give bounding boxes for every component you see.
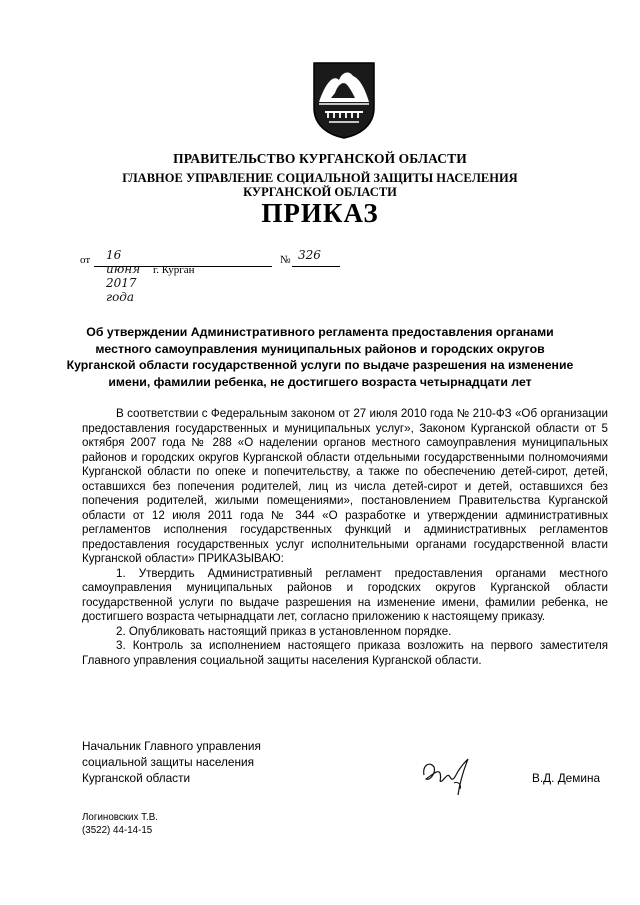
number-underline <box>292 266 340 267</box>
document-type: ПРИКАЗ <box>261 198 379 228</box>
item-2-paragraph: 2. Опубликовать настоящий приказ в установленном порядке. <box>116 624 452 638</box>
number-label: № <box>280 254 291 266</box>
item-3-paragraph: 3. Контроль за исполнением настоящего приказа возложить на первого заместителя Главного управления социальной защиты населения Курганской области. <box>82 639 608 667</box>
document-title <box>0 324 640 390</box>
department-name-line-1: ГЛАВНОЕ УПРАВЛЕНИЕ СОЦИАЛЬНОЙ ЗАЩИТЫ НАСЕЛЕНИЯ <box>122 171 518 185</box>
item-1-paragraph: 1. Утвердить Административный регламент предоставления органами местного самоуправления муниципальных районов и городских округов Курганской области государственной услуги по выдаче разрешения на изменение имени, фамилии ребенка, не достигшего возраста четырнадцати лет, согласно приложению к настоящему приказу. <box>82 566 608 623</box>
government-name: ПРАВИТЕЛЬСТВО КУРГАНСКОЙ ОБЛАСТИ <box>173 151 467 166</box>
signatory-name: В.Д. Демина <box>532 771 601 785</box>
handwritten-signature <box>420 755 476 799</box>
executor-contact <box>82 811 158 837</box>
signatory-line-3: Курганской области <box>82 771 191 785</box>
handwritten-date: 16 июня 2017 года <box>106 248 141 304</box>
executor-name: Логиновских Т.В. <box>82 812 159 823</box>
coat-of-arms-icon <box>311 60 377 140</box>
title-line-4: имени, фамилии ребенка, не достигшего возраста четырнадцати лет <box>108 374 532 389</box>
city: г. Курган <box>153 264 195 276</box>
department-name-line-2: КУРГАНСКОЙ ОБЛАСТИ <box>243 185 397 199</box>
document-body <box>82 407 608 668</box>
date-from-label: от <box>80 254 91 266</box>
executor-phone: (3522) 44-14-15 <box>82 825 153 836</box>
department-name <box>0 171 640 199</box>
preamble-paragraph: В соответствии с Федеральным законом от 27 июля 2010 года № 210-ФЗ «Об организации предоставления государственных и муниципальных услуг», Законом Курганской области от 5 октября 2007 года № 288 «О наделении органов местного самоуправления муниципальных районов и городских округов Курганской области отдельными государственными полномочиями Курганской области по опеке и попечительству, а также по обеспечению детей-сирот, детей, оставшихся без попечения родителей, лиц из числа детей-сирот и детей, оставшихся без попечения родителей, жилыми помещениями», постановлением Правительства Курганской области от 12 июля 2011 года № 344 «О разработке и утверждении административных регламентов исполнения государственных функций и административных регламентов предоставления государственных услуг исполнительными органами государственной власти Курганской области» ПРИКАЗЫВАЮ: <box>82 407 608 565</box>
title-line-3: Курганской области государственной услуги по выдаче разрешения на изменение <box>66 358 574 372</box>
handwritten-number: 326 <box>298 248 321 262</box>
title-line-1: Об утверждении Административного регламента предоставления органами <box>86 325 554 339</box>
signatory-line-1: Начальник Главного управления <box>82 739 261 753</box>
signatory-line-2: социальной защиты населения <box>82 755 254 769</box>
title-line-2: местного самоуправления муниципальных районов и городских округов <box>95 341 545 356</box>
signatory-position <box>82 738 261 786</box>
